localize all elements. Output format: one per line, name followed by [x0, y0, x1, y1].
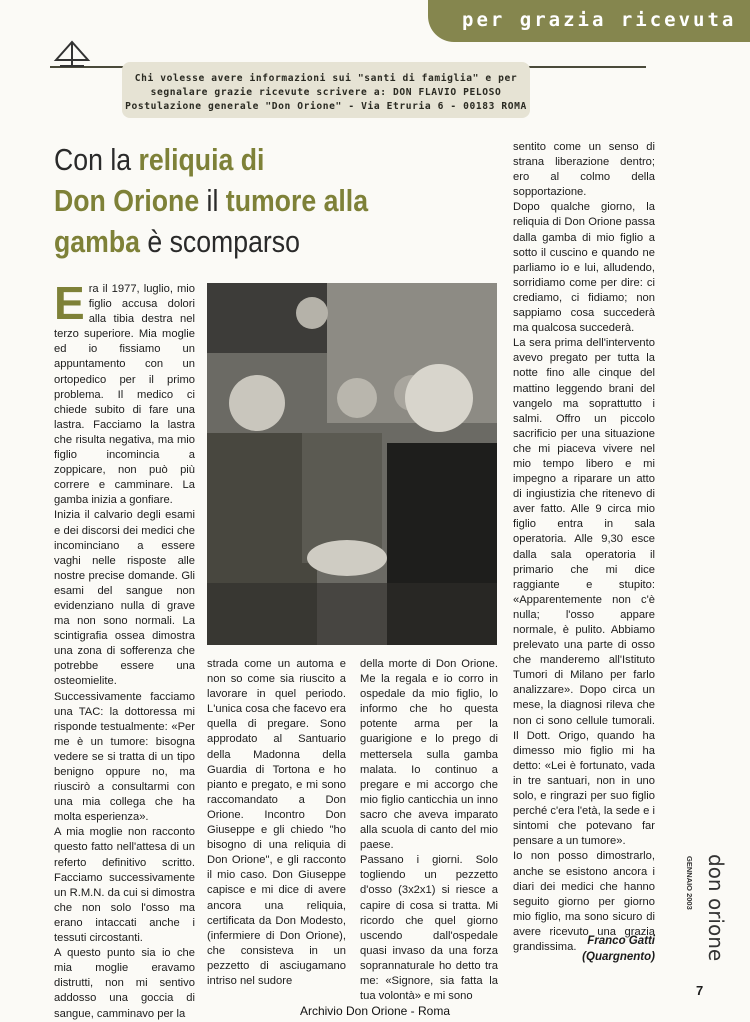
- paragraph: A questo punto sia io che mia moglie eravamo distrutti, non mi sentivo addosso una goccia di sangue, camminavo per la: [54, 947, 195, 1020]
- article-title-line-2: Don Orione il tumore alla: [54, 183, 369, 218]
- paragraph: Io non posso dimostrarlo, anche se esistono ancora i diari dei medici che hanno seguito giorno per giorno mio figlio, ma sono sicuro di avere ricevuto una grazia grandissima.: [513, 850, 655, 953]
- paragraph: La sera prima dell'intervento avevo pregato per tutta la notte fino alle cinque del mattino leggendo brani del vangelo ma soprattutto i salmi. Offro un piccolo sacrificio per una situazione che mi piaceva vivere nel mio tempo libero e mi impegno a riparare un atto di ingiustizia che ritenevo di aver fatto. Alle 9 circa mio figlio entra in sala operatoria. Alle 9,30 esce dalla sala operatoria il primario che mi dice raggiante e stupito: «Apparentemente non c'è nulla; l'osso appare normale, è pulito. Abbiamo prelevato una parte di osso che manderemo all'Istituto Tumori di Milano per farlo analizzare». Dopo circa un mese, la diagnosi rileva che non ci sono cellule tumorali. Il Dott. Origo, quando ha dimesso mio figlio mi ha detto: «Lei è fortunato, vada in tre santuari, non in uno solo, e ringrazi per suo figlio perché c'era l'età, la sede e i sintomi che potevano far pensare a un tumore».: [513, 337, 655, 848]
- author-place: (Quargnento): [582, 951, 655, 963]
- historical-photo: [207, 283, 497, 645]
- paragraph: Dopo qualche giorno, la reliquia di Don Orione passa dalla gamba di mio figlio a sotto il cuscino e quando ne parliamo io e lui, alludendo, sorridiamo come per dire: ci crediamo, ci fidiamo; non sappiamo cosa succederà ma qualcosa succederà.: [513, 201, 655, 335]
- article-column-3: [360, 657, 498, 1003]
- info-line-1: Chi volesse avere informazioni sui "santi di famiglia" e per: [134, 73, 518, 84]
- issue-date: GENNAIO 2003: [685, 856, 694, 910]
- drop-cap: E: [54, 277, 85, 329]
- paragraph: A mia moglie non racconto questo fatto nell'attesa di un referto definitivo scritto. Facciamo successivamente un R.M.N. da cui si dimostra che non solo l'osso ma erano intaccati anche i tessuti circostanti.: [54, 826, 195, 945]
- side-masthead: [685, 854, 728, 974]
- paragraph: ra il 1977, luglio, mio figlio accusa dolori alla tibia destra nel terzo superiore. Mia moglie ed io fissiamo un appuntamento con un ortopedico per il primo problema. Il medico ci chiede subito di fare una lastra. Facciamo la lastra che risulta negativa, ma mio figlio incomincia a zoppicare, non può più correre e camminare. La gamba inizia a gonfiare.: [54, 283, 195, 507]
- paragraph: Passano i giorni. Solo togliendo un pezzetto d'osso (3x2x1) si riesce a capire di cosa si tratta. Mi ricordo che quel giorno uscendo dall'ospedale quasi invaso da una forza soprannaturale ho detto tra me: «Signore, sia fatta la tua volontà» e mi sono: [360, 854, 498, 1003]
- archive-footer: Archivio Don Orione - Roma: [299, 1004, 451, 1018]
- article-column-2: [207, 657, 346, 987]
- section-label: per grazia ricevuta: [462, 9, 737, 31]
- article-title-line-1: Con la reliquia di: [54, 142, 265, 177]
- page-number: 7: [696, 983, 704, 998]
- info-line-2: segnalare grazie ricevute scrivere a: DON FLAVIO PELOSO: [150, 87, 502, 98]
- publication-logo-icon: [52, 38, 92, 68]
- article-column-1: [54, 277, 195, 1020]
- author-name: Franco Gatti: [587, 935, 655, 947]
- photo-illustration: [207, 283, 497, 645]
- paragraph: strada come un automa e non so come sia riuscito a lavorare in quel periodo. L'unica cosa che facevo era quella di pregare. Sono approdato al Santuario della Madonna della Guardia di Tortona e ho pianto e pregato, e mi sono raccomandato a Don Orione. Incontro Don Giuseppe e gli chiedo "ho bisogno di una reliquia di Don Orione", e gli racconto il mio caso. Don Giuseppe capisce e mi dice di avere ancora una reliquia, certificata da Don Modesto, (infermiere di Don Orione), che consisteva in un pezzetto di asciugamano intriso nel sudore: [207, 658, 346, 987]
- article-title-line-3: gamba è scomparso: [54, 224, 300, 259]
- paragraph: Inizia il calvario degli esami e dei discorsi dei medici che incominciano a essere vaghi nelle risposte alle nostre precise domande. Gli esami del sangue non evidenziano nulla di grave ma non sono normali. La scintigrafia ossea dimostra una zona di sofferenza che potrebbe essere una osteomielite.: [54, 509, 195, 688]
- info-line-3: Postulazione generale "Don Orione" - Via Etruria 6 - 00183 ROMA: [125, 101, 527, 112]
- magazine-name: don orione: [704, 854, 728, 962]
- paragraph: della morte di Don Orione. Me la regala e io corro in ospedale da mio figlio, lo informo che ho questa potente arma per la guarigione e lo prego di mettersela sulla gamba malata. Io continuo a pregare e mi accorgo che mio figlio canticchia un inno sacro che aveva imparato alla scuola di canto del mio paese.: [360, 658, 498, 852]
- paragraph: Successivamente facciamo una TAC: la dottoressa mi risponde testualmente: «Per me è un tumore: bisogna vedere se si tratta di un tipo benigno oppure no, ma riuscirò a consultarmi con una mia collega che ha molta esperienza».: [54, 690, 195, 824]
- author-signature: [575, 933, 655, 965]
- paragraph: sentito come un senso di strana liberazione dentro; ero al colmo della sopportazione.: [513, 141, 655, 199]
